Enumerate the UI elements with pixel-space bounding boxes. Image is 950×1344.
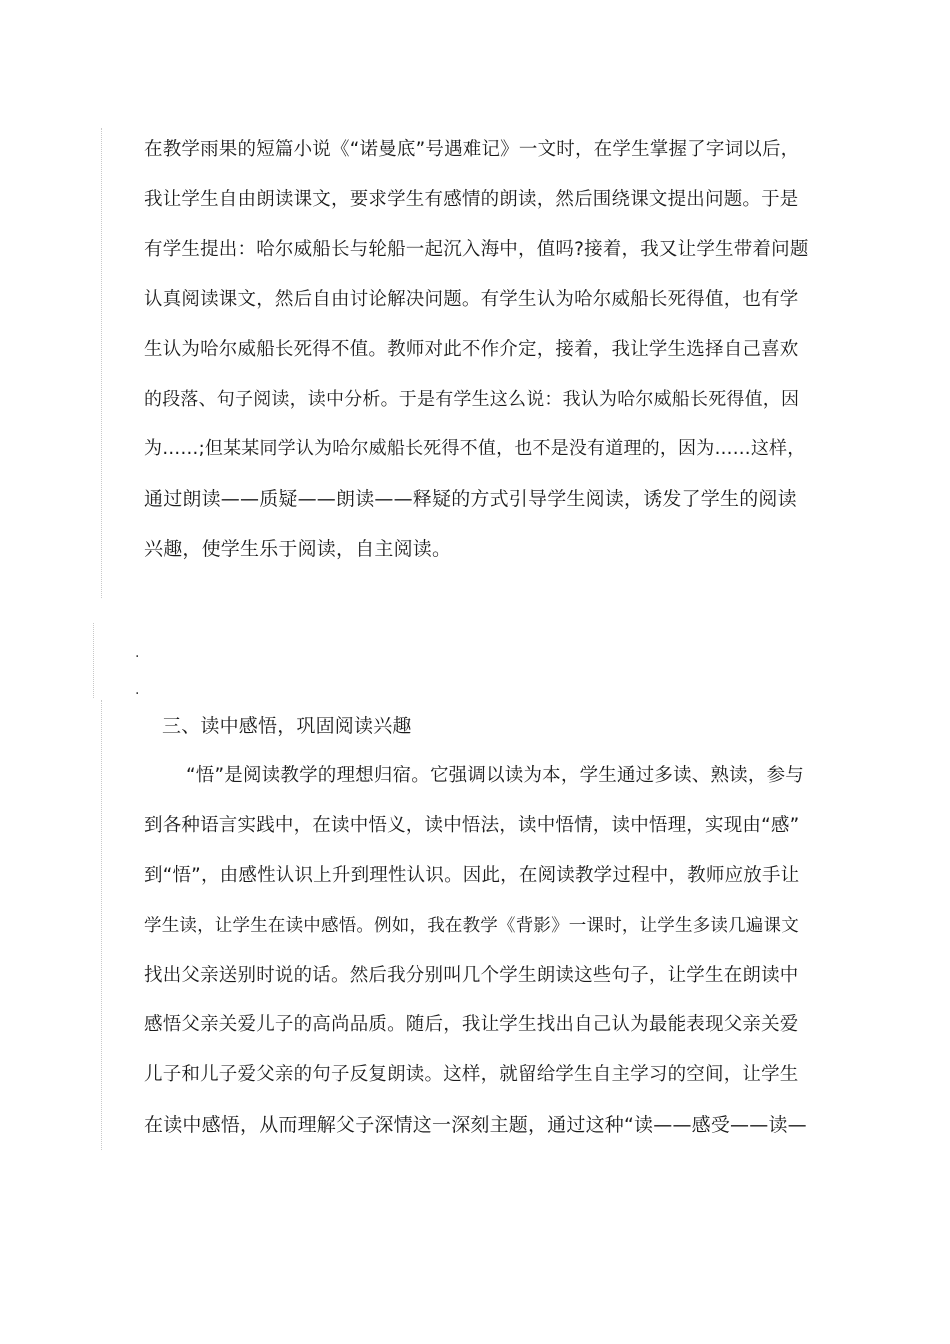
text-line: 找出父亲送别时说的话。然后我分别叫几个学生朗读这些句子，让学生在朗读中 — [144, 965, 799, 986]
text-line: 有学生提出：哈尔威船长与轮船一起沉入海中，值吗?接着，我又让学生带着问题 — [144, 239, 809, 260]
separator-dot: . — [135, 682, 140, 698]
text-line: 认真阅读课文，然后自由讨论解决问题。有学生认为哈尔威船长死得值，也有学 — [144, 289, 799, 310]
separator-dot: . — [135, 645, 140, 661]
text-line: 儿子和儿子爱父亲的句子反复朗读。这样，就留给学生自主学习的空间，让学生 — [144, 1064, 799, 1085]
text-line: 在读中感悟，从而理解父子深情这一深刻主题，通过这种“读——感受——读— — [144, 1114, 807, 1136]
margin-rule-top — [101, 128, 102, 598]
text-line: “悟”是阅读教学的理想归宿。它强调以读为本，学生通过多读、熟读，参与 — [186, 765, 804, 786]
text-line: 感悟父亲关爱儿子的高尚品质。随后，我让学生找出自己认为最能表现父亲关爱 — [144, 1014, 799, 1035]
text-line: 到各种语言实践中，在读中悟义，读中悟法，读中悟情，读中悟理，实现由“感” — [144, 815, 800, 836]
text-line: 生认为哈尔威船长死得不值。教师对此不作介定，接着，我让学生选择自己喜欢 — [144, 339, 799, 360]
text-line: 通过朗读——质疑——朗读——释疑的方式引导学生阅读，诱发了学生的阅读 — [144, 488, 797, 510]
text-line: 到“悟”，由感性认识上升到理性认识。因此，在阅读教学过程中，教师应放手让 — [144, 865, 800, 886]
text-line: 为……;但某某同学认为哈尔威船长死得不值，也不是没有道理的，因为……这样， — [144, 438, 806, 459]
text-line: 在教学雨果的短篇小说《“诺曼底”号遇难记》一文时，在学生掌握了字词以后， — [144, 139, 800, 160]
text-line: 我让学生自由朗读课文，要求学生有感情的朗读，然后围绕课文提出问题。于是 — [144, 189, 799, 210]
text-line: 的段落、句子阅读，读中分析。于是有学生这么说：我认为哈尔威船长死得值，因 — [144, 389, 800, 410]
text-line: 兴趣，使学生乐于阅读，自主阅读。 — [144, 538, 452, 560]
margin-rule-bottom — [101, 700, 102, 1150]
margin-rule-middle — [93, 623, 94, 698]
section-heading: 三、读中感悟，巩固阅读兴趣 — [162, 715, 412, 737]
text-line: 学生读，让学生在读中感悟。例如，我在教学《背影》一课时，让学生多读几遍课文 — [144, 916, 799, 936]
